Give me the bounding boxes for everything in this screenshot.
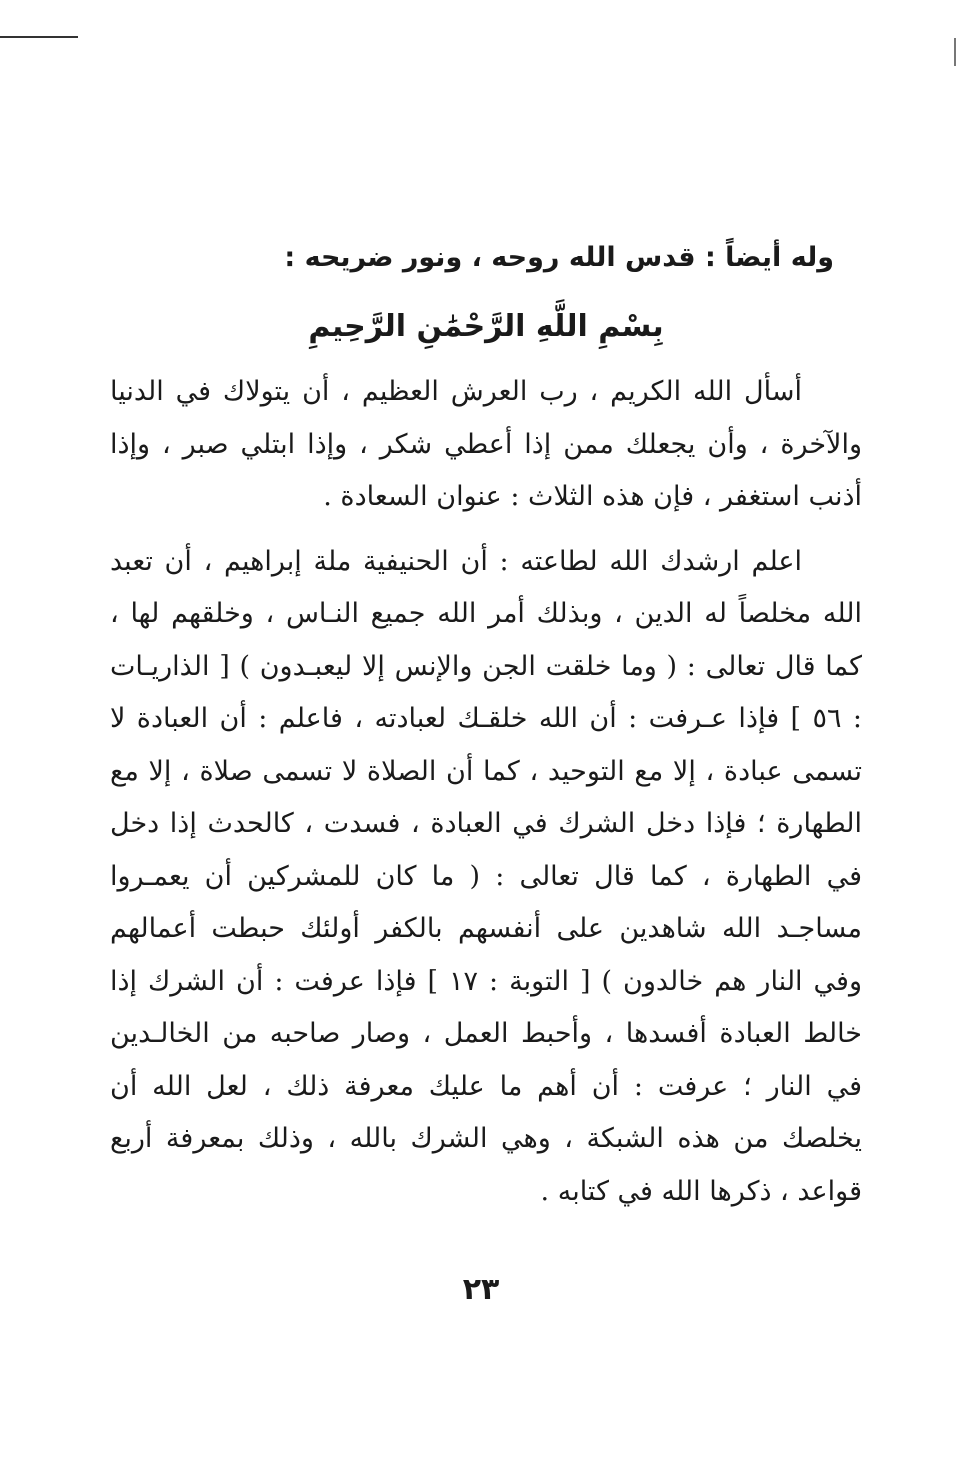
edge-mark (954, 38, 956, 66)
paragraph-main: اعلم ارشدك الله لطاعته : أن الحنيفية ملة إبراهيم ، أن تعبد الله مخلصاً له الدين ، وبذلك أمر الله جميع النـاس ، وخلقهم لها ، كما قال تعالى : ( وما خلقت الجن والإنس إلا ليعبـدون ) [ الذاريـات : ٥٦ ] فإذا عـرفت : أن الله خلقـك لعبادته ، فاعلم : أن العبادة لا تسمى عبادة ، إلا مع التوحيد ، كما أن الصلاة لا تسمى صلاة ، إلا مع الطهارة ؛ فإذا دخل الشرك في العبادة ، فسدت ، كالحدث إذا دخل في الطهارة ، كما قال تعالى : ( ما كان للمشركين أن يعمـروا مساجـد الله شاهدين على أنفسهم بالكفر أولئك حبطت أعمالهم وفي النار هم خالدون ) [ التوبة : ١٧ ] فإذا عرفت : أن الشرك إذا خالط العبادة أفسدها ، وأحبط العمل ، وصار صاحبه من الخالـدين في النار ؛ عرفت : أن أهم ما عليك معرفة ذلك ، لعل الله أن يخلصك من هذه الشبكة ، وهي الشرك بالله ، وذلك بمعرفة أربع قواعد ، ذكرها الله في كتابه . (110, 545, 862, 1207)
page-number: ٢٣ (462, 1272, 500, 1307)
page-body (110, 228, 862, 1218)
section-heading: وله أيضاً : قدس الله روحه ، ونور ضريحه : (284, 242, 834, 273)
top-rule (0, 36, 78, 38)
basmala-calligraphy: بِسْمِ اللَّهِ الرَّحْمَٰنِ الرَّحِيمِ (308, 309, 664, 344)
paragraph-intro: أسأل الله الكريم ، رب العرش العظيم ، أن يتولاك في الدنيا والآخرة ، وأن يجعلك ممن إذا أعطي شكر ، وإذا ابتلي صبر ، وإذا أذنب استغفر ، فإن هذه الثلاث : عنوان السعادة . (110, 376, 862, 512)
